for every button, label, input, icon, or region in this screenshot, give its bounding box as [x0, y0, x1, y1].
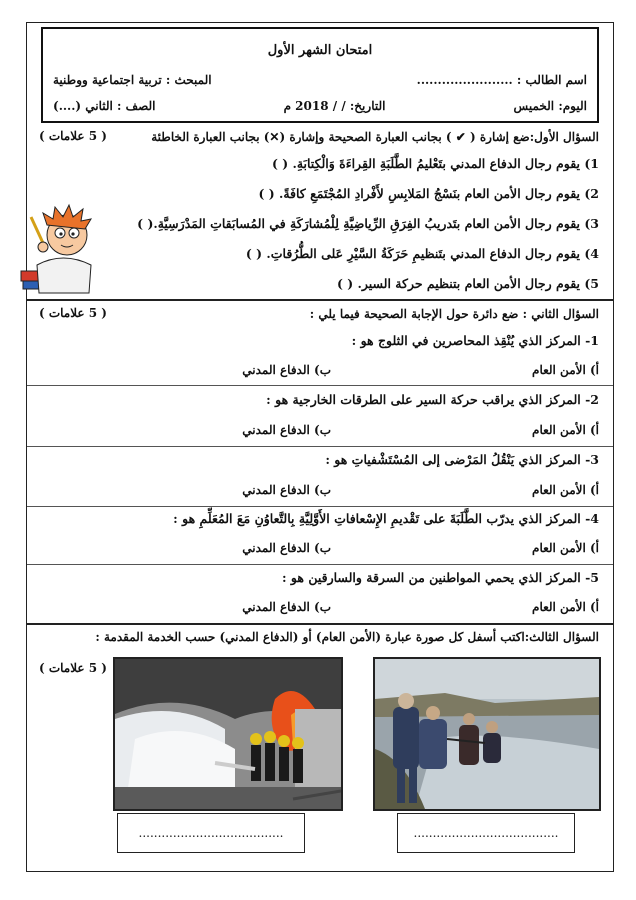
q1-item-1[interactable]: 1) يقوم رجال الدفاع المدني بتَعْليمُ الطَّلَبَةِ القِراءَةَ وَالْكِتابَةِ. ( ) [271, 156, 599, 171]
q2-divider-3 [27, 506, 613, 507]
q2-marks: ( 5 علامات ) [39, 306, 107, 320]
thinking-student-icon [19, 203, 109, 298]
header-row-1 [53, 73, 587, 87]
q2-q4-option-b[interactable]: ب) الدفاع المدني [242, 541, 331, 555]
q2-question-5: 5- المركز الذي يحمي المواطنين من السرقة والسارقين هو : [281, 570, 599, 585]
q2-q1-option-b[interactable]: ب) الدفاع المدني [242, 363, 331, 377]
subject-label: المبحث : تربية اجتماعية ووطنية [53, 73, 212, 87]
q2-q1-option-a[interactable]: أ) الأمن العام [532, 363, 599, 377]
q2-divider-4 [27, 564, 613, 565]
q1-marks: ( 5 علامات ) [39, 129, 107, 143]
q2-divider-1 [27, 385, 613, 386]
q2-question-4: 4- المركز الذي يدرّب الطَّلَبَةَ على تَقْديمِ الإِسْعافاتِ الأَوَّلِيَّةِ بِالتَّعاوُنِ مَعَ المُعَلِّمِ هو : [173, 511, 599, 526]
q2-question-1: 1- المركز الذي يُنْقِذ المحاصرين في الثلوج هو : [351, 333, 599, 348]
q2-q2-option-a[interactable]: أ) الأمن العام [532, 423, 599, 437]
header-row-2 [53, 99, 587, 113]
student-name-field[interactable]: اسم الطالب : ....................... [416, 73, 587, 87]
section-divider-2 [27, 623, 613, 625]
q1-item-2[interactable]: 2) يقوم رجال الأمن العام بنَسْجُ المَلابِسِ لأَفْرادِ المُجْتَمَعِ كافَةً. ( ) [258, 186, 599, 201]
rescue-photo [373, 657, 601, 811]
grade-label: الصف : الثاني (....) [53, 99, 156, 113]
q1-item-3[interactable]: 3) يقوم رجال الأمن العام بتَدريبُ الفِرَقِ الرِّياضِيَّةِ لِلْمُشارَكَةِ في المُسابَقاتِ المَدْرَسِيَّةِ.( ) [137, 216, 599, 231]
q2-q3-option-b[interactable]: ب) الدفاع المدني [242, 483, 331, 497]
date-label: التاريخ: / / 2018 م [283, 99, 386, 113]
q2-question-3: 3- المركز الذي يَنْقُلُ المَرْضى إلى المُسْتَشْفياتِ هو : [325, 452, 599, 467]
q1-item-4[interactable]: 4) يقوم رجال الدفاع المدني بتَنظيمِ حَرَكَةُ السَّيْرِ عَلى الطُّرُقاتِ. ( ) [245, 246, 599, 261]
q2-q4-option-a[interactable]: أ) الأمن العام [532, 541, 599, 555]
firefighters-answer-box[interactable]: ...................................... [117, 813, 305, 853]
header-box [41, 27, 599, 123]
q1-heading: السؤال الأول:ضع إشارة ( ✔ ) بجانب العبارة الصحيحة وإشارة (✕) بجانب العبارة الخاطئة [151, 130, 599, 144]
rescue-answer-box[interactable]: ...................................... [397, 813, 575, 853]
firefighters-photo [113, 657, 343, 811]
q3-marks: ( 5 علامات ) [39, 661, 107, 675]
q2-q5-option-b[interactable]: ب) الدفاع المدني [242, 600, 331, 614]
q2-question-2: 2- المركز الذي يراقب حركة السير على الطرقات الخارجية هو : [266, 392, 599, 407]
day-label: اليوم: الخميس [513, 99, 587, 113]
exam-title: امتحان الشهر الأول [267, 43, 373, 58]
q2-q3-option-a[interactable]: أ) الأمن العام [532, 483, 599, 497]
q3-heading: السؤال الثالث:اكتب أسفل كل صورة عبارة (الأمن العام) أو (الدفاع المدني) حسب الخدمة المقدمة : [95, 630, 599, 644]
section-divider-1 [27, 299, 613, 301]
q2-q2-option-b[interactable]: ب) الدفاع المدني [242, 423, 331, 437]
q2-q5-option-a[interactable]: أ) الأمن العام [532, 600, 599, 614]
exam-sheet [26, 22, 614, 872]
q2-heading: السؤال الثاني : ضع دائرة حول الإجابة الصحيحة فيما يلي : [309, 307, 599, 321]
q2-divider-2 [27, 446, 613, 447]
q1-item-5[interactable]: 5) يقوم رجال الأمن العام بتنظيم حركة السير. ( ) [336, 276, 599, 291]
